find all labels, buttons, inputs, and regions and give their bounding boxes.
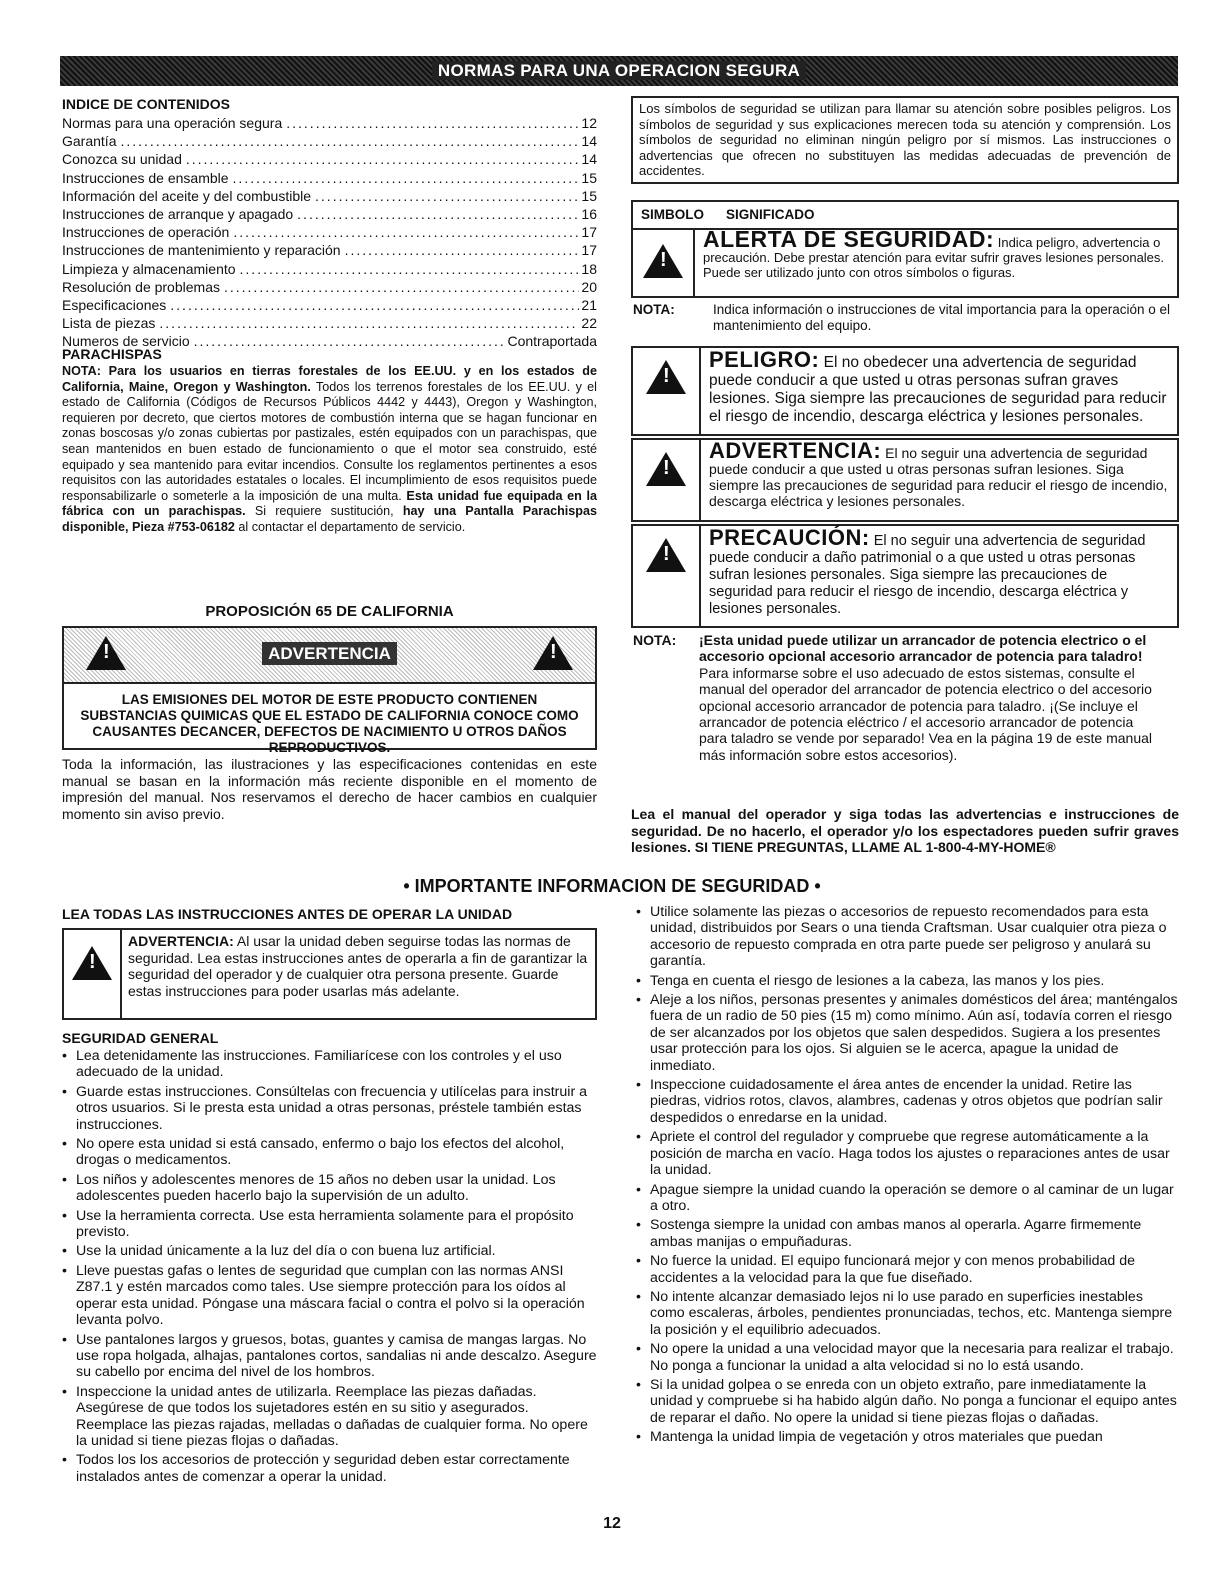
hazard-advertencia (631, 438, 1179, 522)
toc-entry-page: 16 (581, 205, 597, 222)
alert-meaning (695, 226, 1177, 296)
bullet-item: • Si la unidad golpea o se enreda con un objeto extraño, pare inmediatamente la unidad y compruebe si ha habido algún daño. No ponga a funcionar el equipo antes de reparar el daño. No opere la unidad si tiene piezas flojas o dañadas. (636, 1377, 1181, 1426)
toc-entry-title: Instrucciones de mantenimiento y reparación (62, 242, 341, 259)
bullet-item: • Lleve puestas gafas o lentes de seguridad que cumplan con las normas ANSI Z87.1 y estén marcados como tales. Use siempre protección para los oídos al operar esta unidad. Póngase una máscara facial o contra el polvo si la operación levanta polvo. (62, 1263, 597, 1329)
nota-body (699, 632, 1179, 763)
alert-title: ALERTA DE SEGURIDAD: (703, 226, 995, 252)
alert-row (633, 226, 1177, 296)
nota-text: Indica información o instrucciones de vital importancia para la operación o el mantenimiento del equipo. (713, 302, 1170, 333)
lea-todas-title: LEA TODAS LAS INSTRUCCIONES ANTES DE OPERAR LA UNIDAD (62, 906, 513, 922)
hazard-peligro (631, 346, 1179, 436)
toc-entry (62, 114, 597, 132)
hazard-body: El no obedecer una advertencia de seguridad puede conducir a que usted u otras personas sufran graves lesiones. Siga siempre las precauciones de seguridad para reducir el riesgo de incendio, descarga eléctrica y lesiones personales. (709, 354, 1167, 425)
alert-icon-cell (633, 230, 695, 296)
toc-entry-title: Instrucciones de arranque y apagado (62, 205, 294, 222)
parachispas-bold: Esta unidad fue equipada en la fábrica con un parachispas. (62, 488, 597, 519)
bullet-item: • Aleje a los niños, personas presentes y animales domésticos del área; manténgalos fuera de un radio de 50 pies (15 m) como mínimo. Aún así, todavía corren el riesgo de ser alcanzados por los objetos que salen despedidos. Sugiera a los presentes usar protección para los ojos. Si alguien se le acerca, apague la unidad de inmediato. (636, 992, 1181, 1074)
bullet-item: • No intente alcanzar demasiado lejos ni lo use parado en superficies inestables como escaleras, árboles, pendientes pronunciadas, techos, etc. Mantenga siempre la posición y el equilibrio adecuados. (636, 1289, 1181, 1338)
hazard-title: PELIGRO: (709, 347, 820, 372)
prop65-label: ADVERTENCIA (262, 642, 397, 665)
toc-entry (62, 241, 597, 259)
prop65-label-wrap (64, 646, 595, 662)
bullet-item: • Apriete el control del regulador y compruebe que regrese automáticamente a la posición de marcha en vacío. Haga todos los ajustes o reparaciones antes de usar la unidad. (636, 1129, 1181, 1178)
bullet-item: • Use pantalones largos y gruesos, botas, guantes y camisa de mangas largas. No use ropa holgada, alhajas, pantalones cortos, sandalias ni ande descalzo. Asegure su cabello por encima del nivel de los hombros. (62, 1332, 597, 1381)
meaning-col-header: SIGNIFICADO (726, 207, 815, 222)
safety-alert-icon (643, 244, 683, 278)
toc-leader (159, 314, 579, 332)
toc-leader (315, 187, 579, 205)
hazard-text (701, 526, 1177, 626)
hazard-icon-cell (633, 348, 701, 434)
hazard-text (701, 440, 1177, 520)
toc-leader (224, 278, 579, 296)
toc-entry (62, 314, 597, 332)
parachispas-title: PARACHISPAS (62, 346, 162, 362)
hazard-title: PRECAUCIÓN: (709, 525, 870, 550)
parachispas-bold: NOTA: Para los usuarios en tierras forestales de los EE.UU. y en los estados de California, Maine, Oregon y Washington. (62, 364, 597, 394)
toc-entry-title: Garantía (62, 133, 117, 150)
toc-entry (62, 205, 597, 223)
warning-triangle-icon (646, 538, 686, 572)
toc-entry-page: 12 (581, 115, 597, 131)
toc-leader (297, 205, 579, 223)
toc-entry-page: 21 (581, 296, 597, 313)
bullet-item: • Use la unidad únicamente a la luz del día o con buena luz artificial. (62, 1243, 597, 1259)
prop65-warning-box (62, 626, 597, 755)
toc-entry-page: 14 (581, 151, 597, 168)
warning-triangle-icon (72, 946, 112, 980)
toc-leader (170, 296, 579, 314)
toc-entry-page: 17 (581, 242, 597, 259)
toc-leader (233, 169, 580, 187)
bullet-item: • Use la herramienta correcta. Use esta herramienta solamente para el propósito previsto. (62, 1208, 597, 1241)
toc-entry (62, 278, 597, 296)
important-title: • IMPORTANTE INFORMACION DE SEGURIDAD • (403, 876, 821, 896)
toc-leader (240, 260, 580, 278)
toc-title: INDICE DE CONTENIDOS (62, 96, 231, 112)
hazard-icon-cell (633, 440, 701, 520)
warning-triangle-icon (646, 452, 686, 486)
bullet-item: • Mantenga la unidad limpia de vegetación y otros materiales que puedan (636, 1429, 1181, 1445)
toc-leader (186, 150, 580, 168)
bullet-item: • Sostenga siempre la unidad con ambas manos al operarla. Agarre firmemente ambas manijas o empuñaduras. (636, 1217, 1181, 1250)
toc-entry-page: 20 (581, 278, 597, 295)
toc-entry-page: Contraportada (507, 333, 597, 350)
toc-entry-title: Normas para una operación segura (62, 115, 283, 131)
table-of-contents (62, 114, 597, 350)
advertencia-icon-cell (64, 930, 122, 1018)
bullet-item: • Tenga en cuenta el riesgo de lesiones a la cabeza, las manos y los pies. (636, 973, 1181, 989)
nota-symbol (631, 302, 1179, 334)
advertencia-text (122, 930, 595, 1018)
parachispas-bold: hay una Pantalla Parachispas disponible, Pieza #753-06182 (62, 504, 598, 534)
banner-title: NORMAS PARA UNA OPERACION SEGURA (432, 61, 806, 80)
hazard-body: El no seguir una advertencia de seguridad puede conducir a daño patrimonial o a que usted u otras personas sufran lesiones personales. Siga siempre las precauciones de seguridad para reducir el riesgo de incendio, descarga eléctrica y lesiones personales. (709, 533, 1146, 617)
hazard-precaucion (631, 524, 1179, 628)
bullet-item: • No fuerce la unidad. El equipo funcionará mejor y con menos probabilidad de accidentes a la velocidad para la que fue diseñado. (636, 1253, 1181, 1286)
toc-entry-title: Conozca su unidad (62, 151, 182, 168)
nota-text: Para informarse sobre el uso adecuado de estos sistemas, consulte el manual del operador del arrancador de potencia electrico o del accesorio opcional accesorio arrancador de potencia para taladro. ¡(Se incluye el arrancador de potencia eléctrico / el accesorio arrancador de potencia para taladro se vende por separado! Vea en la página 19 de este manual más información sobre estos accesorios). (699, 664, 1152, 763)
seguridad-general-title: SEGURIDAD GENERAL (62, 1030, 219, 1046)
toc-entry (62, 223, 597, 241)
toc-entry (62, 260, 597, 278)
nota-label: NOTA: (633, 632, 677, 648)
bullet-item: • Los niños y adolescentes menores de 15 años no deben usar la unidad. Los adolescentes pueden hacerlo bajo la supervisión de un adulto. (62, 1172, 597, 1205)
toc-leader (286, 114, 579, 132)
parachispas-body: Si requiere sustitución, (245, 504, 394, 519)
advertencia-box (62, 928, 597, 1020)
lea-manual-text: Lea el manual del operador y siga todas las advertencias e instrucciones de seguridad. De no hacerlo, el operador y/o los espectadores pueden sufrir graves lesiones. SI TIENE PREGUNTAS, LLAME AL 1-800-4-MY-HOME® (631, 806, 1179, 855)
parachispas-body: Todos los terrenos forestales de los EE.UU. y el estado de California (Códigos de Recursos Públicos 4442 y 4443), Oregon y Washington, requieren por decreto, que ciertos motores de combustión interna que se hagan funcionar en zonas boscosas y/o zonas cubiertas por pastizales, estén equipados con un parachispas, que sean mantenidos en buen estado de funcionamiento o que el motor sea construido, esté equipado y sea mantenido para evitar incendios. Consulte los reglamentos pertinentes a esos requisitos con las autoridades estatales o locales. El incumplimiento de esos requisitos puede responsabilizarle o someterle a la imposición de una multa. (62, 379, 597, 503)
alert-text: Indica peligro, advertencia o precaución. Debe prestar atención para evitar sufrir graves lesiones personales. Puede ser utilizado junto con otros símbolos o figuras. (703, 235, 1165, 280)
bullet-item: • Inspeccione la unidad antes de utilizarla. Reemplace las piezas dañadas. Asegúrese de que todos los sujetadores estén en su sitio y asegurados. Reemplace las piezas rajadas, melladas o dañadas de cualquier forma. No opere la unidad si tiene piezas flojas o dañadas. (62, 1384, 597, 1450)
symbols-intro: Los símbolos de seguridad se utilizan para llamar su atención sobre posibles peligros. Los símbolos de seguridad y sus explicaciones merecen toda su atención y comprensión. Los símbolos de seguridad no eliminan ningún peligro por sí mismos. Las instrucciones o advertencias que ofrecen no substituyen las medidas adecuadas de prevención de accidentes. (631, 96, 1179, 184)
toc-leader (194, 332, 506, 350)
bullet-item: • Utilice solamente las piezas o accesorios de repuesto recomendados para esta unidad, distribuidos por Sears o una tienda Craftsman. Usar cualquier otra pieza o accesorio de repuesto comprada en otra parte puede ser peligroso y anulará su garantía. (636, 904, 1181, 970)
bullet-item: • No opere la unidad a una velocidad mayor que la necesaria para realizar el trabajo. No ponga a funcionar la unidad a alta velocidad si no lo está usando. (636, 1341, 1181, 1374)
toc-entry-title: Lista de piezas (62, 315, 156, 332)
toc-entry (62, 132, 597, 150)
toc-entry (62, 150, 597, 168)
nota-arrancador (631, 632, 1179, 763)
prop65-text: LAS EMISIONES DEL MOTOR DE ESTE PRODUCTO CONTIENEN SUBSTANCIAS QUIMICAS QUE EL ESTADO DE CALIFORNIA CONOCE COMO CAUSANTES DECANCER, DEFECTOS DE NACIMIENTO U OTROS DAÑOS REPRODUCTIVOS. (80, 692, 579, 755)
toc-entry-title: Instrucciones de ensamble (62, 169, 229, 186)
bullet-item: • No opere esta unidad si está cansado, enfermo o bajo los efectos del alcohol, drogas o medicamentos. (62, 1136, 597, 1169)
toc-entry-page: 17 (581, 224, 597, 241)
left-bullet-list (62, 1048, 597, 1488)
bullet-item: • Todos los los accesorios de protección y seguridad deben estar correctamente instalados antes de comenzar a operar la unidad. (62, 1452, 597, 1485)
disclaimer-text: Toda la información, las ilustraciones y las especificaciones contenidas en este manual se basan en la información más reciente disponible en el momento de impresión del manual. Nos reservamos el derecho de hacer cambios en cualquier momento sin aviso previo. (62, 756, 597, 822)
parachispas-text (62, 364, 597, 536)
prop65-title: PROPOSICIÓN 65 DE CALIFORNIA (205, 603, 454, 620)
hazard-title: ADVERTENCIA: (709, 438, 882, 463)
symbol-table (631, 200, 1179, 298)
bullet-item: • Apague siempre la unidad cuando la operación se demore o al caminar de un lugar a otro. (636, 1182, 1181, 1215)
bullet-item: • Lea detenidamente las instrucciones. Familiarícese con los controles y el uso adecuado de la unidad. (62, 1048, 597, 1081)
parachispas-body: al contactar el departamento de servicio. (234, 519, 466, 534)
advertencia-body: Al usar la unidad deben seguirse todas las normas de seguridad. Lea estas instrucciones antes de operarla a fin de garantizar la seguridad del operador y de cualquier otra persona presente. Guarde estas instrucciones para poder usarlas más adelante. (128, 933, 588, 999)
toc-entry-page: 14 (581, 133, 597, 150)
warning-triangle-icon (646, 360, 686, 394)
toc-entry-title: Numeros de servicio (62, 333, 190, 350)
hazard-icon-cell (633, 526, 701, 626)
advertencia-label: ADVERTENCIA: (128, 933, 234, 949)
symbol-col-header: SIMBOLO (641, 207, 704, 222)
page-number: 12 (603, 1515, 621, 1532)
toc-leader (345, 241, 580, 259)
page-banner (60, 56, 1178, 86)
bullet-item: • Inspeccione cuidadosamente el área antes de encender la unidad. Retire las piedras, vidrios rotos, clavos, alambres, cadenas y otros objetos que podrían salir despedidos o enredarse en la unidad. (636, 1077, 1181, 1126)
right-bullet-list (636, 904, 1181, 1449)
toc-entry (62, 169, 597, 187)
toc-entry-page: 15 (581, 187, 597, 204)
toc-entry-page: 15 (581, 169, 597, 186)
nota-bold: ¡Esta unidad puede utilizar un arrancador de potencia electrico o el accesorio opcional accesorio arrancador de potencia para taladro! (699, 632, 1147, 665)
toc-leader (120, 132, 579, 150)
toc-entry-title: Resolución de problemas (62, 278, 220, 295)
toc-entry-page: 22 (581, 315, 597, 332)
prop65-header (64, 628, 595, 684)
hazard-text (701, 348, 1177, 434)
toc-leader (233, 223, 579, 241)
toc-entry-page: 18 (581, 260, 597, 277)
toc-entry-title: Información del aceite y del combustible (62, 187, 312, 204)
bullet-item: • Guarde estas instrucciones. Consúltelas con frecuencia y utilícelas para instruir a otros usuarios. Si le presta esta unidad a otras personas, préstele también estas instrucciones. (62, 1084, 597, 1133)
toc-entry-title: Instrucciones de operación (62, 224, 230, 241)
toc-entry (62, 187, 597, 205)
nota-label: NOTA: (633, 302, 675, 317)
hazard-body: El no seguir una advertencia de seguridad puede conducir a que usted u otras personas sufran lesiones. Siga siempre las precauciones de seguridad para reducir el riesgo de incendio, descarga eléctrica y lesiones personales. (709, 445, 1168, 509)
toc-entry (62, 296, 597, 314)
toc-entry-title: Especificaciones (62, 296, 167, 313)
toc-entry-title: Limpieza y almacenamiento (62, 260, 236, 277)
